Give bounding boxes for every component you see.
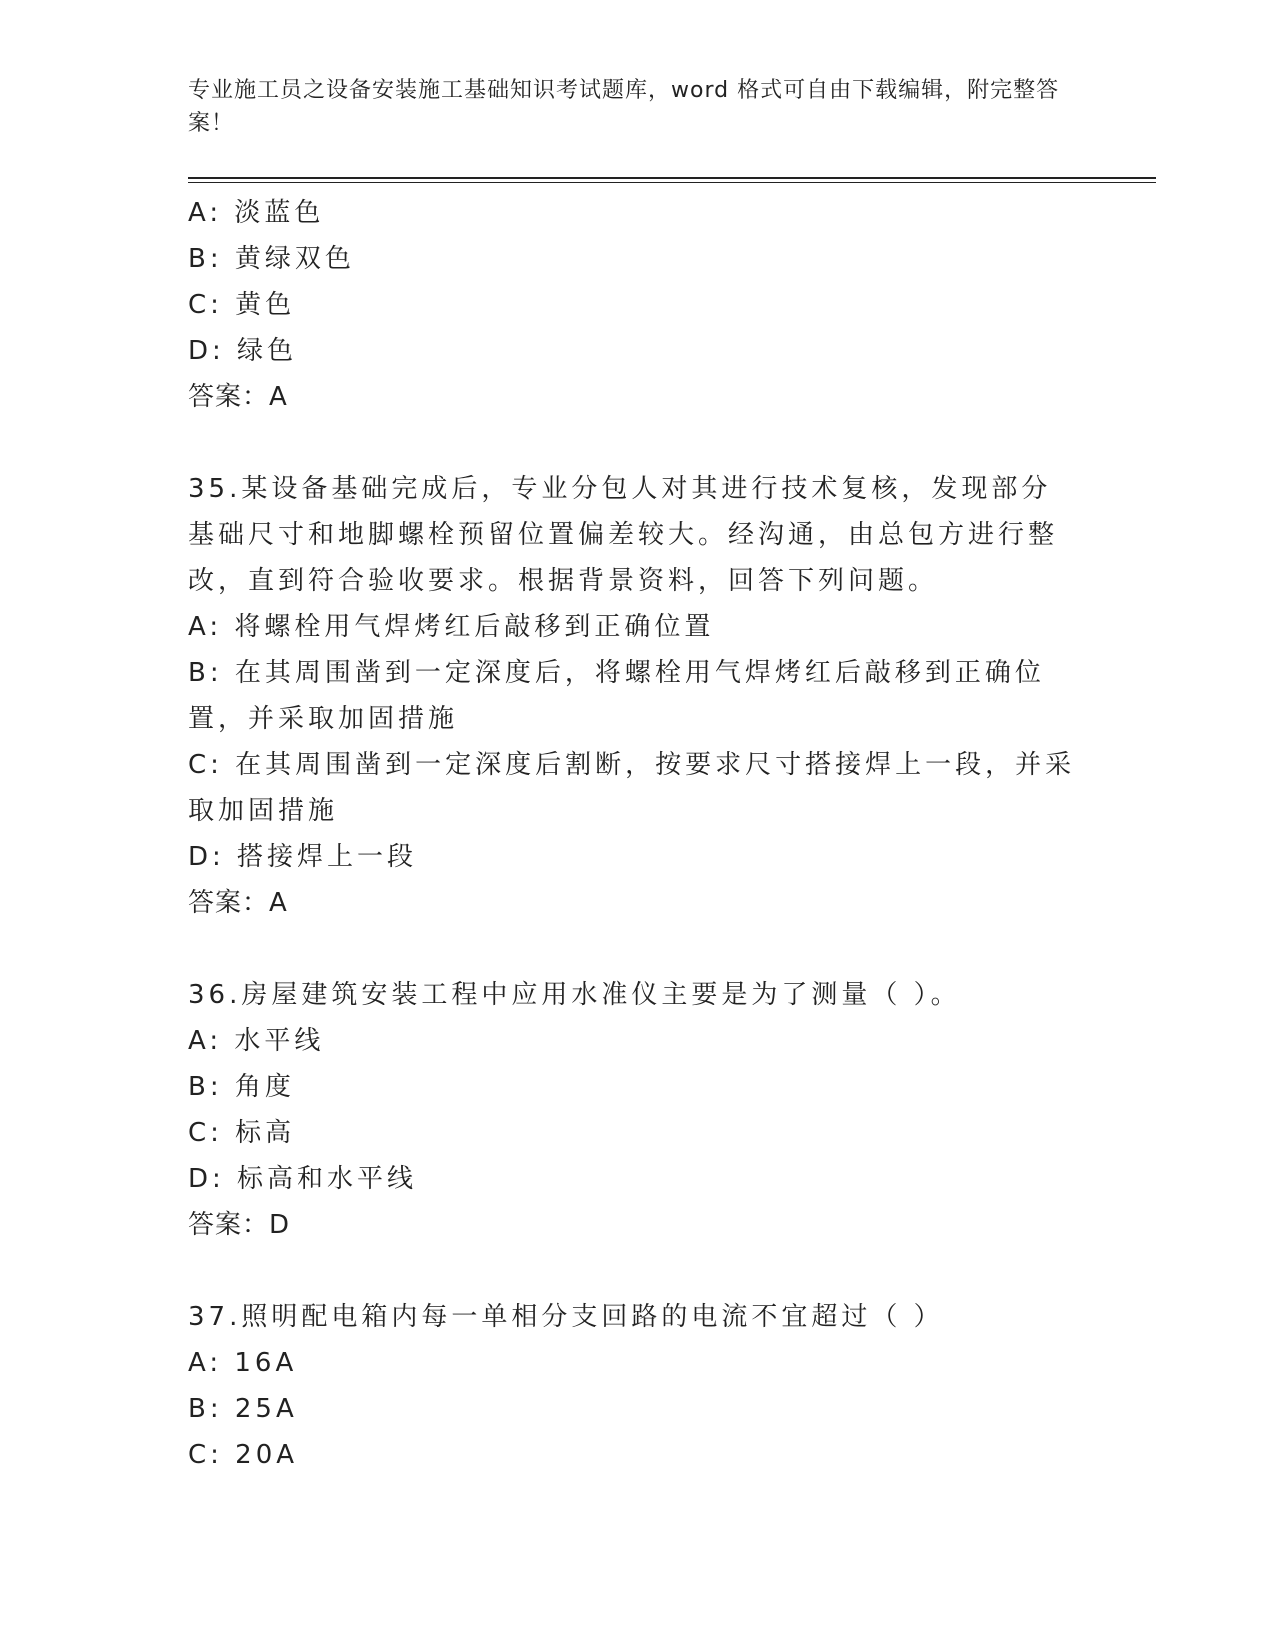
question-content — [188, 190, 1078, 1478]
answer-label: 答案：D — [188, 1210, 291, 1240]
option-d: D: 绿色 — [188, 336, 298, 366]
question-text: 35.某设备基础完成后，专业分包人对其进行技术复核，发现部分基础尺寸和地脚螺栓预留位置偏差较大。经沟通，由总包方进行整改，直到符合验收要求。根据背景资料，回答下列问题。 — [188, 474, 1059, 596]
header-divider-thin — [188, 182, 1156, 183]
spacer — [188, 1248, 1078, 1294]
option-b: B: 在其周围凿到一定深度后，将螺栓用气焊烤红后敲移到正确位置，并采取加固措施 — [188, 658, 1045, 734]
question-text: 37.照明配电箱内每一单相分支回路的电流不宜超过（ ） — [188, 1302, 944, 1332]
option-c: C: 在其周围凿到一定深度后割断，按要求尺寸搭接焊上一段，并采取加固措施 — [188, 750, 1076, 826]
question-block-35 — [188, 466, 1078, 926]
answer-label: 答案：A — [188, 888, 288, 918]
option-a: A: 16A — [188, 1348, 298, 1378]
option-a: A: 将螺栓用气焊烤红后敲移到正确位置 — [188, 612, 715, 642]
question-block-37 — [188, 1294, 1078, 1478]
answer-label: 答案：A — [188, 382, 288, 412]
option-c: C: 黄色 — [188, 290, 296, 320]
option-b: B: 角度 — [188, 1072, 295, 1102]
document-header: 专业施工员之设备安装施工基础知识考试题库，word 格式可自由下载编辑，附完整答案！ — [188, 78, 1060, 136]
option-a: A: 水平线 — [188, 1026, 325, 1056]
option-b: B: 黄绿双色 — [188, 244, 355, 274]
question-block-34 — [188, 190, 1078, 420]
option-b: B: 25A — [188, 1394, 298, 1424]
spacer — [188, 420, 1078, 466]
option-d: D: 搭接焊上一段 — [188, 842, 418, 872]
header-divider-thick — [188, 177, 1156, 179]
option-c: C: 20A — [188, 1440, 299, 1470]
question-text: 36.房屋建筑安装工程中应用水准仪主要是为了测量（ ）。 — [188, 980, 961, 1010]
option-a: A: 淡蓝色 — [188, 198, 325, 228]
option-c: C: 标高 — [188, 1118, 296, 1148]
question-block-36 — [188, 972, 1078, 1248]
option-d: D: 标高和水平线 — [188, 1164, 418, 1194]
spacer — [188, 926, 1078, 972]
